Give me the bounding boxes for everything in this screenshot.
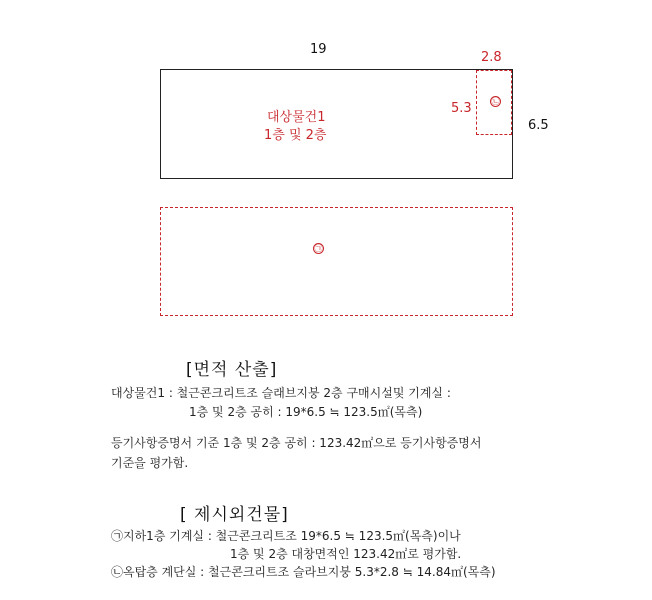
building-label-line2: 1층 및 2층 <box>264 128 327 143</box>
annex-mark-icon: ㉡ <box>491 97 500 106</box>
main-building-outline <box>160 69 513 179</box>
area-line-3: 등기사항증명서 기준 1층 및 2층 공히 : 123.42㎡으로 등기사항증명서 <box>111 436 482 450</box>
basement-mark-icon: ㉠ <box>314 244 323 253</box>
area-line-1: 대상물건1 : 철근콘크리트조 슬래브지붕 2층 구매시설및 기계실 : <box>111 386 451 400</box>
annex-width-label: 2.8 <box>481 50 502 65</box>
area-line-4: 기준을 평가함. <box>111 456 189 470</box>
basement-outline <box>160 207 513 316</box>
area-line-2: 1층 및 2층 공히 : 19*6.5 ≒ 123.5㎡(목측) <box>189 405 423 419</box>
area-section-title: [면적 산출] <box>186 360 278 380</box>
building-label-line1: 대상물건1 <box>267 110 326 125</box>
excluded-section-title: [ 제시외건물] <box>180 505 289 525</box>
excluded-line-3: ㉡옥탑층 계단실 : 철근콘크리트조 슬라브지붕 5.3*2.8 ≒ 14.84㎡(목측) <box>111 565 496 579</box>
excluded-line-1: ㉠지하1층 기계실 : 철근콘크리트조 19*6.5 ≒ 123.5㎡(목측)이나 <box>111 529 461 543</box>
dimension-height-label: 6.5 <box>528 118 549 133</box>
annex-height-label: 5.3 <box>451 101 472 116</box>
excluded-line-2: 1층 및 2층 대창면적인 123.42㎡로 평가함. <box>230 547 462 561</box>
dimension-width-label: 19 <box>310 42 327 57</box>
